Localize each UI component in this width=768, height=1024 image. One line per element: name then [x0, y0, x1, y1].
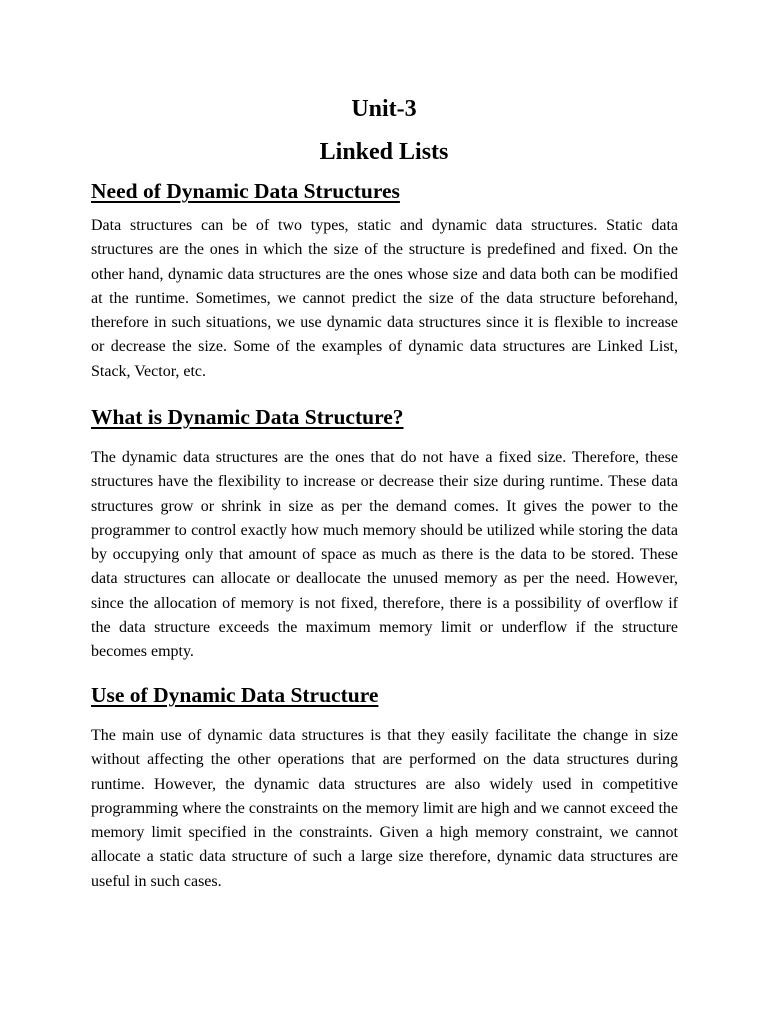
- section-heading-use-of-dynamic-data-structure: Use of Dynamic Data Structure: [91, 683, 379, 707]
- chapter-title: Linked Lists: [319, 139, 449, 165]
- section-body-need-of-dynamic-data-structures: Data structures can be of two types, static and dynamic data structures. Static data structures are the ones in which the size of the structure is predefined and fixed. On the other hand, dynamic data structures are the ones whose size and data both can be modified at the runtime. Sometimes, we cannot predict the size of the data structure beforehand, therefore in such situations, we use dynamic data structures since it is flexible to increase or decrease the size. Some of the examples of dynamic data structures are Linked List, Stack, Vector, etc.: [91, 217, 678, 380]
- section-body-what-is-dynamic-data-structure: The dynamic data structures are the ones that do not have a fixed size. Therefore, these structures have the flexibility to increase or decrease their size during runtime. These data structures grow or shrink in size as per the demand comes. It gives the power to the programmer to control exactly how much memory should be utilized while storing the data by occupying only that amount of space as much as there is the data to be stored. These data structures can allocate or deallocate the unused memory as per the need. However, since the allocation of memory is not fixed, therefore, there is a possibility of overflow if the data structure exceeds the maximum memory limit or underflow if the structure becomes empty.: [91, 449, 678, 660]
- section-body-use-of-dynamic-data-structure: The main use of dynamic data structures is that they easily facilitate the change in size without affecting the other operations that are performed on the data structures during runtime. However, the dynamic data structures are also widely used in competitive programming where the constraints on the memory limit are high and we cannot exceed the memory limit specified in the constraints. Given a high memory constraint, we cannot allocate a static data structure of such a large size therefore, dynamic data structures are useful in such cases.: [91, 727, 678, 890]
- section-heading-need-of-dynamic-data-structures: Need of Dynamic Data Structures: [91, 179, 400, 203]
- section-heading-what-is-dynamic-data-structure: What is Dynamic Data Structure?: [91, 405, 404, 429]
- unit-title: Unit-3: [351, 96, 417, 122]
